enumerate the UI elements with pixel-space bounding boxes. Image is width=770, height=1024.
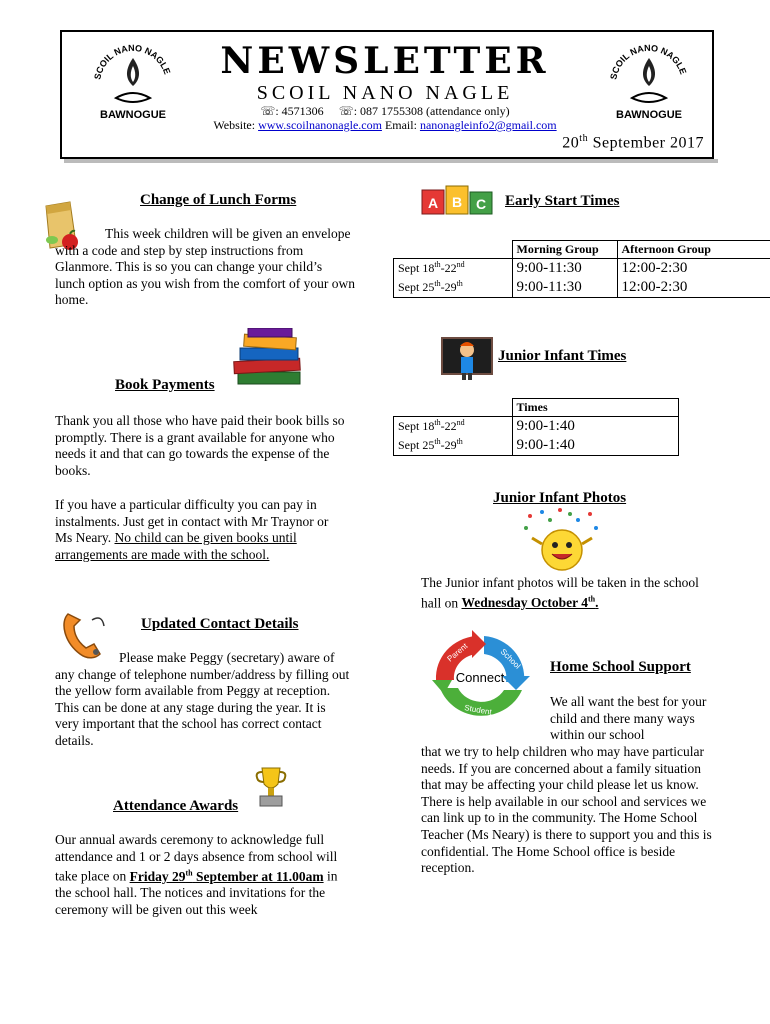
home-school-body: that we try to help children who may have particular needs. If you are concerned about a family situation that may be affecting your child please let us know. There is help available in our school and services we can link up to in the community. The Home School Teacher (Ms Neary) is there to support you and this is confidential. The Home School office is beside reception. (421, 744, 712, 876)
svg-text:Student: Student (463, 703, 493, 717)
trophy-icon (254, 766, 288, 810)
attendance-awards-body: Our annual awards ceremony to acknowledge full attendance and 1 or 2 days absence from school will take place on Friday 29th September at 11.00am in the school hall. The notices and invitations for the ceremony will be given out this week (55, 832, 338, 917)
email-link[interactable]: nanonagleinfo2@gmail.com (419, 118, 557, 132)
mobile-number: ☏: 087 1755308 (attendance only) (338, 104, 510, 118)
contact-details-body: Please make Peggy (secretary) aware of any change of telephone number/address by filling out the yellow form available from Peggy at reception. This can be done at any stage during the year. It is very important that the school has correct contact details. (55, 650, 350, 748)
ceremony-date: Friday 29th September at 11.00am (129, 868, 324, 884)
svg-text:Parent: Parent (445, 641, 470, 664)
cycle-diagram-icon (424, 628, 536, 726)
svg-text:BAWNOGUE: BAWNOGUE (616, 109, 682, 120)
table-row: Sept 18th-22nd 9:00-1:40 (394, 417, 679, 437)
smiley-icon (520, 508, 604, 574)
svg-text:BAWNOGUE: BAWNOGUE (100, 109, 166, 120)
table-row: Sept 25th-29th 9:00-11:30 12:00-2:30 (394, 278, 770, 298)
svg-text:A: A (427, 195, 439, 211)
junior-infant-times-table (393, 398, 679, 456)
email-label: Email: (384, 118, 417, 132)
school-name: SCOIL NANO NAGLE (256, 82, 514, 104)
col-morning: Morning Group (512, 241, 617, 259)
child-blackboard-icon (440, 336, 494, 382)
early-start-table (393, 240, 770, 298)
table-row: Sept 25th-29th 9:00-1:40 (394, 436, 679, 456)
svg-text:Connect: Connect (455, 670, 505, 685)
newsletter-date: 20th September 2017 (562, 133, 704, 152)
junior-infant-photos-body: The Junior infant photos will be taken in the school hall on Wednesday October 4th. (421, 575, 699, 611)
early-start-heading: Early Start Times (505, 193, 620, 209)
book-payments-warning: No child can be given books until arrangements are made with the school. (55, 530, 297, 562)
contact-details-heading: Updated Contact Details (141, 616, 299, 632)
lunch-forms-heading: Change of Lunch Forms (140, 192, 297, 208)
col-times: Times (512, 399, 679, 417)
svg-text:B: B (451, 194, 463, 210)
svg-text:School: School (498, 647, 523, 671)
svg-text:C: C (475, 196, 487, 212)
junior-infant-times-heading: Junior Infant Times (498, 348, 627, 364)
newsletter-title: NEWSLETTER (220, 40, 550, 82)
website-link[interactable]: www.scoilnanonagle.com (258, 118, 382, 132)
contact-phones (0, 104, 770, 119)
books-icon (230, 328, 310, 390)
home-school-body-indented: We all want the best for your child and there many ways within our school (550, 694, 707, 743)
home-school-heading: Home School Support (550, 659, 691, 675)
junior-infant-photos-heading: Junior Infant Photos (493, 490, 627, 506)
abc-blocks-icon (420, 180, 496, 218)
phone-number: ☏: 4571306 (260, 104, 324, 118)
lunch-forms-body: This week children will be given an envelope with a code and step by step instructions from Glanmore. This is so you can change your child’s lunch option as you wish from the comfort of your own home. (55, 226, 355, 308)
svg-text:SCOIL NANO NAGLE: SCOIL NANO NAGLE (92, 42, 173, 81)
table-row: Sept 18th-22nd 9:00-11:30 12:00-2:30 (394, 259, 770, 279)
col-afternoon: Afternoon Group (617, 241, 770, 259)
book-payments-heading: Book Payments (115, 377, 215, 393)
website-label: Website: (213, 118, 256, 132)
svg-text:SCOIL NANO NAGLE: SCOIL NANO NAGLE (608, 42, 689, 81)
attendance-awards-heading: Attendance Awards (113, 798, 239, 814)
photos-date: Wednesday October 4th. (461, 594, 599, 611)
book-payments-body-1: Thank you all those who have paid their book bills so promptly. There is a grant available for anyone who needs it and that can go towards the expense of the books. (55, 413, 345, 478)
contact-web (0, 118, 770, 133)
book-payments-body-2: If you have a particular difficulty you can pay in instalments. Just get in contact with Mr Traynor or Ms Neary. No child can be given books until arrangements are made with the school. (55, 497, 329, 562)
